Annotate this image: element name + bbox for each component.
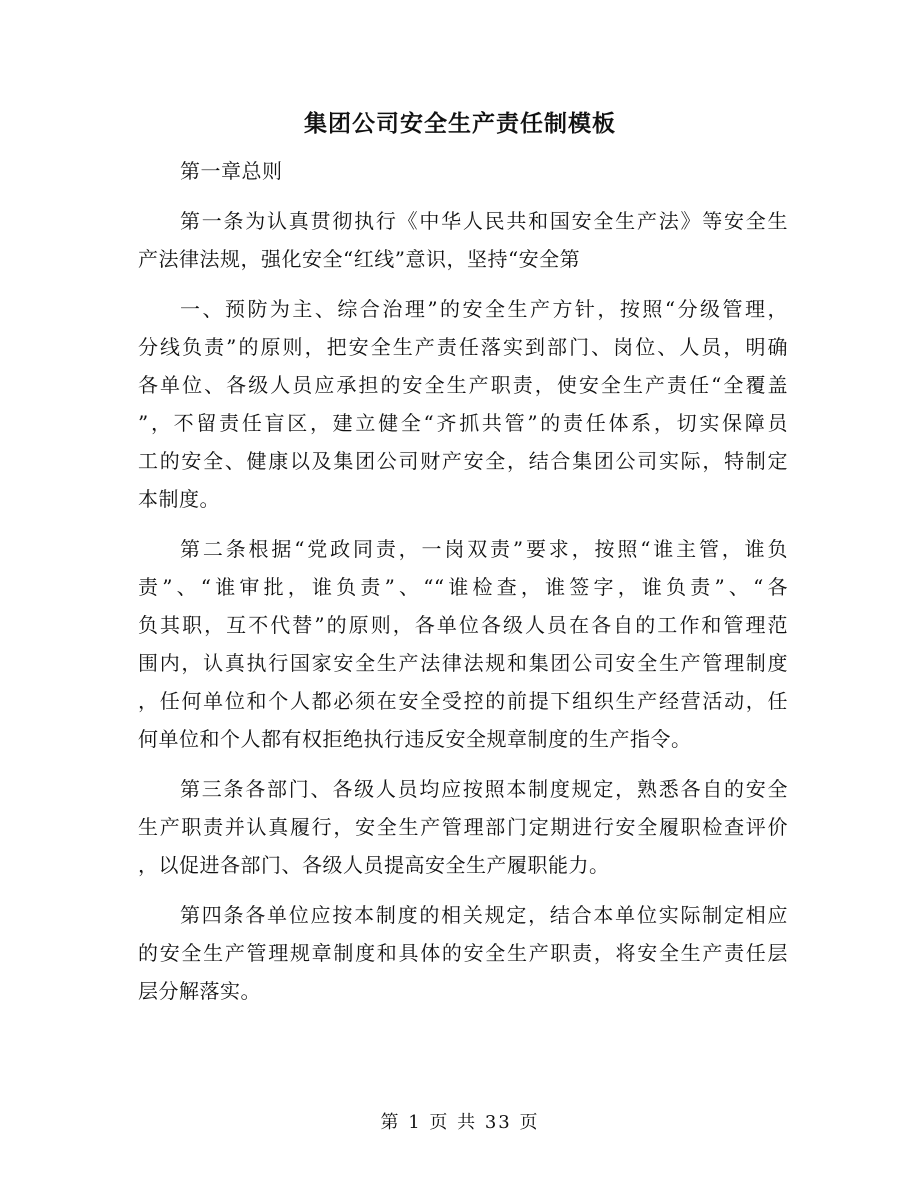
paragraph-line: 分线负责”的原则，把安全生产责任落实到部门、岗位、人员，明确 (138, 335, 788, 359)
paragraph-gap (138, 884, 788, 896)
paragraph-line: 第一条为认真贯彻执行《中华人民共和国安全生产法》等安全生 (180, 209, 788, 233)
paragraph-line: 负其职，互不代替”的原则，各单位各级人员在各自的工作和管理范 (138, 613, 788, 637)
paragraph-line: 生产职责并认真履行，安全生产管理部门定期进行安全履职检查评价 (138, 815, 788, 839)
paragraph-line: 产法律法规，强化安全“红线”意识，坚持“安全第 (138, 247, 581, 271)
paragraph-gap (138, 758, 788, 770)
paragraph-line: 何单位和个人都有权拒绝执行违反安全规章制度的生产指令。 (138, 727, 692, 751)
paragraph-line: 第四条各单位应按本制度的相关规定，结合本单位实际制定相应 (180, 903, 788, 927)
paragraph-gap (138, 190, 788, 202)
paragraph-line: 第三条各部门、各级人员均应按照本制度规定，熟悉各自的安全 (180, 777, 788, 801)
paragraph-line: 各单位、各级人员应承担的安全生产职责，使安全生产责任“全覆盖 (138, 373, 788, 397)
paragraph-line: 责”、“谁审批，谁负责”、““谁检查，谁签字，谁负责”、“各 (138, 575, 788, 599)
page-footer: 第 1 页 共 33 页 (380, 1112, 540, 1133)
paragraph-gap (138, 278, 788, 290)
paragraph-line: ，以促进各部门、各级人员提高安全生产履职能力。 (138, 853, 610, 877)
chapter-heading: 第一章总则 (180, 159, 283, 183)
paragraph-line: 第二条根据“党政同责，一岗双责”要求，按照“谁主管，谁负 (180, 537, 788, 561)
document-title: 集团公司安全生产责任制模板 (304, 110, 616, 137)
paragraph-line: 工的安全、健康以及集团公司财产安全，结合集团公司实际，特制定 (138, 449, 788, 473)
paragraph-line: 层分解落实。 (138, 979, 261, 1003)
paragraph-gap (138, 518, 788, 530)
paragraph-line: 围内，认真执行国家安全生产法律法规和集团公司安全生产管理制度 (138, 651, 788, 675)
paragraph-line: ”，不留责任盲区，建立健全“齐抓共管”的责任体系，切实保障员 (138, 411, 788, 435)
paragraph-line: ，任何单位和个人都必须在安全受控的前提下组织生产经营活动，任 (138, 689, 788, 713)
paragraph-line: 一、预防为主、综合治理”的安全生产方针，按照“分级管理， (180, 297, 788, 321)
paragraph-line: 的安全生产管理规章制度和具体的安全生产职责，将安全生产责任层 (138, 941, 788, 965)
paragraph-line: 本制度。 (138, 487, 220, 511)
document-body (138, 152, 788, 1010)
